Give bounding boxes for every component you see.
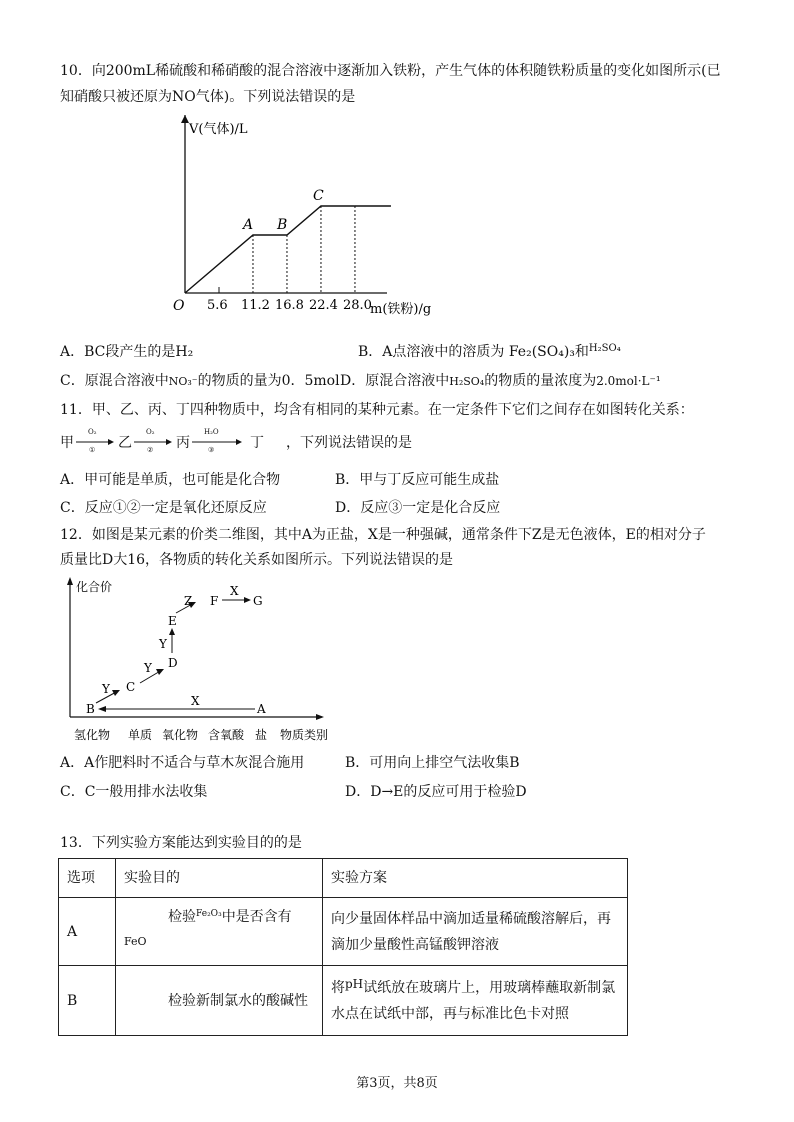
q12-option-c: C．C一般用排水法收集 <box>60 784 208 800</box>
q12-stem-line2: 质量比D大16，各物质的转化关系如图所示。下列说法错误的是 <box>60 552 454 568</box>
q11-species-4: 丁 <box>250 435 264 451</box>
q10-option-d-mid: 的物质的量浓度为 <box>484 373 597 389</box>
q12-y-label: 化合价 <box>76 580 113 594</box>
q10-option-b <box>358 341 621 361</box>
page-footer: 第3页，共8页 <box>356 1076 438 1091</box>
q12-stem-line1: 12．如图是某元素的价类二维图，其中A为正盐，X是一种强碱，通常条件下Z是无色液体，E的相对分子 <box>60 527 706 543</box>
q11-option-a: A．甲可能是单质，也可能是化合物 <box>60 472 281 488</box>
row-b-purpose-text: 检验新制氯水的酸碱性 <box>168 992 308 1009</box>
q12-reagent-x2: X <box>230 584 239 598</box>
q10-option-d-text: D．原混合溶液中 <box>340 373 450 389</box>
row-a-formula-fe2o3: Fe₂O₃ <box>196 909 222 919</box>
q12-reagent-y2: Y <box>144 661 152 675</box>
q12-cat-oxyacid: 含氧酸 <box>208 728 245 742</box>
row-a-option: A <box>59 898 116 966</box>
q11-arrow-3 <box>192 437 244 447</box>
q10-x-tick: 5.6 <box>206 298 228 313</box>
q10-option-d-formula: H₂SO₄ <box>449 375 485 388</box>
q12-node-e: E <box>168 614 177 628</box>
header-option: 选项 <box>59 859 116 898</box>
q10-option-b-formula: H₂SO₄ <box>588 343 621 354</box>
q11-option-b: B．甲与丁反应可能生成盐 <box>335 472 500 488</box>
q12-node-b: B <box>86 702 95 716</box>
q10-x-tick: 22.4 <box>308 298 338 313</box>
q11-arrow3-bot: ③ <box>208 446 215 454</box>
row-a-purpose-mid: 中是否含有 <box>221 909 292 925</box>
q12-reagent-y1: Y <box>102 682 110 696</box>
q10-option-c-formula: NO₃⁻ <box>168 375 198 388</box>
q12-cat-oxide: 氧化物 <box>162 728 199 742</box>
q10-option-c-text: C．原混合溶液中 <box>60 373 169 389</box>
row-b-plan-line2: 水点在试纸中部，再与标准比色卡对照 <box>331 1005 569 1022</box>
q11-arrow2-top: O₂ <box>146 428 155 436</box>
q11-species-3: 丙 <box>176 435 190 451</box>
q10-option-d-value: 2.0mol·L⁻¹ <box>596 374 661 388</box>
q11-stem-line1: 11．甲、乙、丙、丁四种物质中，均含有相同的某种元素。在一定条件下它们之间存在如图转化关系： <box>60 402 694 418</box>
q12-option-d: D．D→E的反应可用于检验D <box>345 784 527 800</box>
row-b-option: B <box>59 966 116 1036</box>
q12-option-b: B．可用向上排空气法收集B <box>345 755 520 771</box>
q11-arrow-1 <box>76 437 116 447</box>
table-row <box>59 966 628 1036</box>
q10-stem-line2: 知硝酸只被还原为NO气体)。下列说法错误的是 <box>60 89 356 105</box>
q12-x-arrow <box>316 714 324 720</box>
q13-table <box>58 858 628 1036</box>
row-a-plan-line1: 向少量固体样品中滴加适量稀硫酸溶解后，再 <box>331 910 611 927</box>
q10-point-label: C <box>312 188 324 204</box>
q12-cat-salt: 盐 <box>255 728 268 742</box>
q13-stem: 13．下列实验方案能达到实验目的的是 <box>60 835 302 851</box>
q12-reagent-y3: Y <box>159 637 167 651</box>
q12-arrow-f-g-head <box>244 597 251 603</box>
row-b-plan-post: 试纸放在玻璃片上，用玻璃棒蘸取新制氯 <box>363 979 616 996</box>
q10-option-b-text: B．A点溶液中的溶质为 Fe₂(SO₄)₃和 <box>358 344 589 360</box>
row-b-plan-line1 <box>331 975 619 1001</box>
q11-species-2: 乙 <box>118 435 132 451</box>
q12-cat-element: 单质 <box>128 728 153 742</box>
q12-node-d: D <box>168 656 178 670</box>
row-a-purpose-pre: 检验 <box>168 909 196 925</box>
row-a-formula-feo: FeO <box>124 935 147 948</box>
q12-arrow-c-d-head <box>156 669 164 675</box>
row-b-plan <box>323 966 628 1036</box>
q10-option-a: A．BC段产生的是H₂ <box>60 344 194 360</box>
q10-x-label: m(铁粉)/g <box>370 302 432 317</box>
q12-arrow-a-b-head <box>98 706 106 712</box>
q10-stem-line1: 10．向200mL稀硫酸和稀硝酸的混合溶液中逐渐加入铁粉，产生气体的体积随铁粉质量的变化如图所示(已 <box>60 63 721 79</box>
q10-origin-label: O <box>173 298 185 314</box>
q10-x-tick: 16.8 <box>274 298 304 313</box>
table-row <box>59 898 628 966</box>
row-b-purpose <box>116 966 323 1036</box>
row-a-plan-line2: 滴加少量酸性高锰酸钾溶液 <box>331 936 499 953</box>
q12-node-a: A <box>257 702 266 716</box>
q10-option-c <box>60 370 340 390</box>
q10-curve <box>185 206 355 293</box>
q11-arrow3-top: H₂O <box>204 428 219 436</box>
table-header-row <box>59 859 628 898</box>
q11-arrow2-bot: ② <box>147 446 154 454</box>
q11-arrow-2 <box>134 437 174 447</box>
q11-arrow1-top: O₂ <box>88 428 97 436</box>
q12-node-f: F <box>210 594 219 608</box>
q10-point-label: A <box>242 217 254 233</box>
q10-x-tick: 28.0 <box>342 298 372 313</box>
row-b-plan-pre: 将 <box>331 979 345 996</box>
q10-y-arrow <box>181 115 189 123</box>
q12-reagent-z: Z <box>184 594 193 608</box>
q10-option-c-post: 的物质的量为0．5mol <box>197 373 340 389</box>
q11-option-d: D．反应③一定是化合反应 <box>335 500 501 516</box>
q11-option-c: C．反应①②一定是氧化还原反应 <box>60 500 267 516</box>
q12-node-c: C <box>126 680 136 694</box>
q11-chain-tail: ，下列说法错误的是 <box>286 435 412 451</box>
row-b-formula-ph: pH <box>345 976 364 991</box>
row-a-purpose <box>116 898 323 966</box>
q12-diagram <box>60 575 340 745</box>
q12-arrow-b-c-head <box>112 690 120 696</box>
q12-cat-hydride: 氢化物 <box>74 728 111 742</box>
q12-cat-label: 物质类别 <box>280 728 329 742</box>
row-a-plan <box>323 898 628 966</box>
q10-point-label: B <box>276 217 288 233</box>
q12-arrow-d-e-head <box>169 628 175 635</box>
q10-option-d <box>340 370 661 390</box>
q12-node-g: G <box>253 594 263 608</box>
q10-x-tick: 11.2 <box>240 298 270 313</box>
q12-option-a: A．A作肥料时不适合与草木灰混合施用 <box>60 755 305 771</box>
q10-graph <box>165 115 455 325</box>
q12-y-arrow <box>67 577 73 585</box>
q10-y-label: V(气体)/L <box>189 122 248 137</box>
q11-arrow1-bot: ① <box>89 446 96 454</box>
header-purpose: 实验目的 <box>116 859 323 898</box>
header-plan: 实验方案 <box>323 859 628 898</box>
q12-reagent-x1: X <box>191 694 200 708</box>
q11-species-1: 甲 <box>60 435 74 451</box>
